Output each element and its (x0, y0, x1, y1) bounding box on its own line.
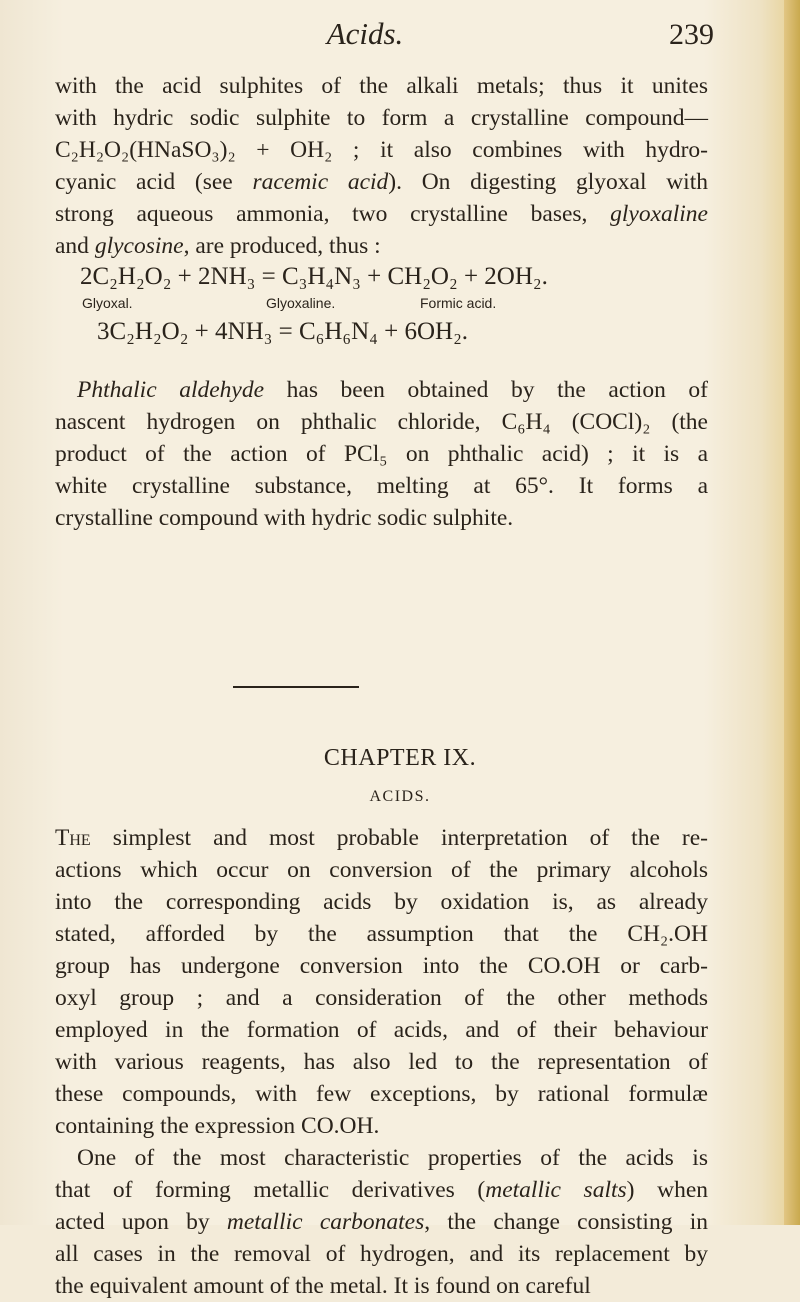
chapter-subheading: ACIDS. (369, 788, 431, 805)
text-line: actions which occur on conversion of the primary alcohols (55, 857, 708, 883)
text-line: crystalline compound with hydric sodic sulphite. (55, 505, 514, 531)
italic-term: glyoxaline (610, 201, 708, 227)
text-line: The simplest and most probable interpretation of the re- (55, 825, 708, 851)
text-line: these compounds, with few exceptions, by rational formulæ (55, 1081, 708, 1107)
italic-term: glycosine (94, 233, 184, 259)
text-line: with hydric sodic sulphite to form a crystalline compound— (55, 105, 708, 131)
page-number: 239 (669, 18, 714, 51)
paragraph-1 (55, 70, 708, 262)
caption-glyoxal: Glyoxal. (82, 295, 133, 311)
text-line: and glycosine, are produced, thus : (55, 233, 381, 259)
text-line: all cases in the removal of hydrogen, and its replacement by (55, 1241, 708, 1267)
equation-2: 3C₂H₂O₂ + 4NH₃ = C₆H₆N₄ + 6OH₂. (97, 318, 469, 345)
text-line: with the acid sulphites of the alkali metals; thus it unites (55, 73, 708, 99)
text-line: with various reagents, has also led to the representation of (55, 1049, 708, 1075)
paragraph-3 (55, 822, 708, 1142)
italic-term: metallic carbonates (226, 1209, 425, 1235)
paragraph-2 (55, 374, 708, 534)
text-line: acted upon by metallic carbonates, the change consisting in (55, 1209, 708, 1235)
text-line: the equivalent amount of the metal. It is found on careful (55, 1273, 591, 1299)
text-line: white crystalline substance, melting at 65°. It forms a (55, 473, 708, 499)
running-header-title: Acids. (326, 16, 404, 51)
text-line: that of forming metallic derivatives (metallic salts) when (55, 1177, 709, 1203)
small-caps-lead: The (55, 825, 91, 851)
text-line: stated, afforded by the assumption that the CH₂.OH (55, 921, 708, 947)
text-line: group has undergone conversion into the CO.OH or carb- (55, 953, 708, 979)
italic-term: racemic acid (252, 169, 389, 195)
caption-glyoxaline: Glyoxaline. (266, 295, 336, 311)
italic-term: metallic salts (485, 1177, 627, 1203)
text-line: C₂H₂O₂(HNaSO₃)₂ + OH₂ ; it also combines with hydro- (55, 137, 709, 163)
paragraph-4 (55, 1142, 708, 1302)
section-divider (233, 686, 359, 688)
text-line: One of the most characteristic properties of the acids is (77, 1145, 708, 1171)
caption-formic-acid: Formic acid. (420, 295, 497, 311)
page-edge (784, 0, 800, 1225)
text-line: cyanic acid (see racemic acid). On digesting glyoxal with (55, 169, 708, 195)
text-line: Phthalic aldehyde has been obtained by the action of (77, 377, 709, 403)
text-line: oxyl group ; and a consideration of the other methods (55, 985, 708, 1011)
text-line: employed in the formation of acids, and of their behaviour (55, 1017, 708, 1043)
text-line: strong aqueous ammonia, two crystalline bases, glyoxaline (55, 201, 708, 227)
formula: C₂H₂O₂(HNaSO₃)₂ + OH₂ ; (55, 137, 360, 163)
text-line: product of the action of PCl₅ on phthalic acid) ; it is a (55, 441, 708, 467)
italic-term: Phthalic aldehyde (77, 377, 265, 403)
text-line: into the corresponding acids by oxidation is, as already (55, 889, 708, 915)
text-line: nascent hydrogen on phthalic chloride, C₆H₄ (COCl)₂ (the (55, 409, 708, 435)
text-line: containing the expression CO.OH. (55, 1113, 380, 1139)
equation-1: 2C₂H₂O₂ + 2NH₃ = C₃H₄N₃ + CH₂O₂ + 2OH₂. (80, 263, 548, 290)
chapter-heading: CHAPTER IX. (323, 745, 477, 771)
